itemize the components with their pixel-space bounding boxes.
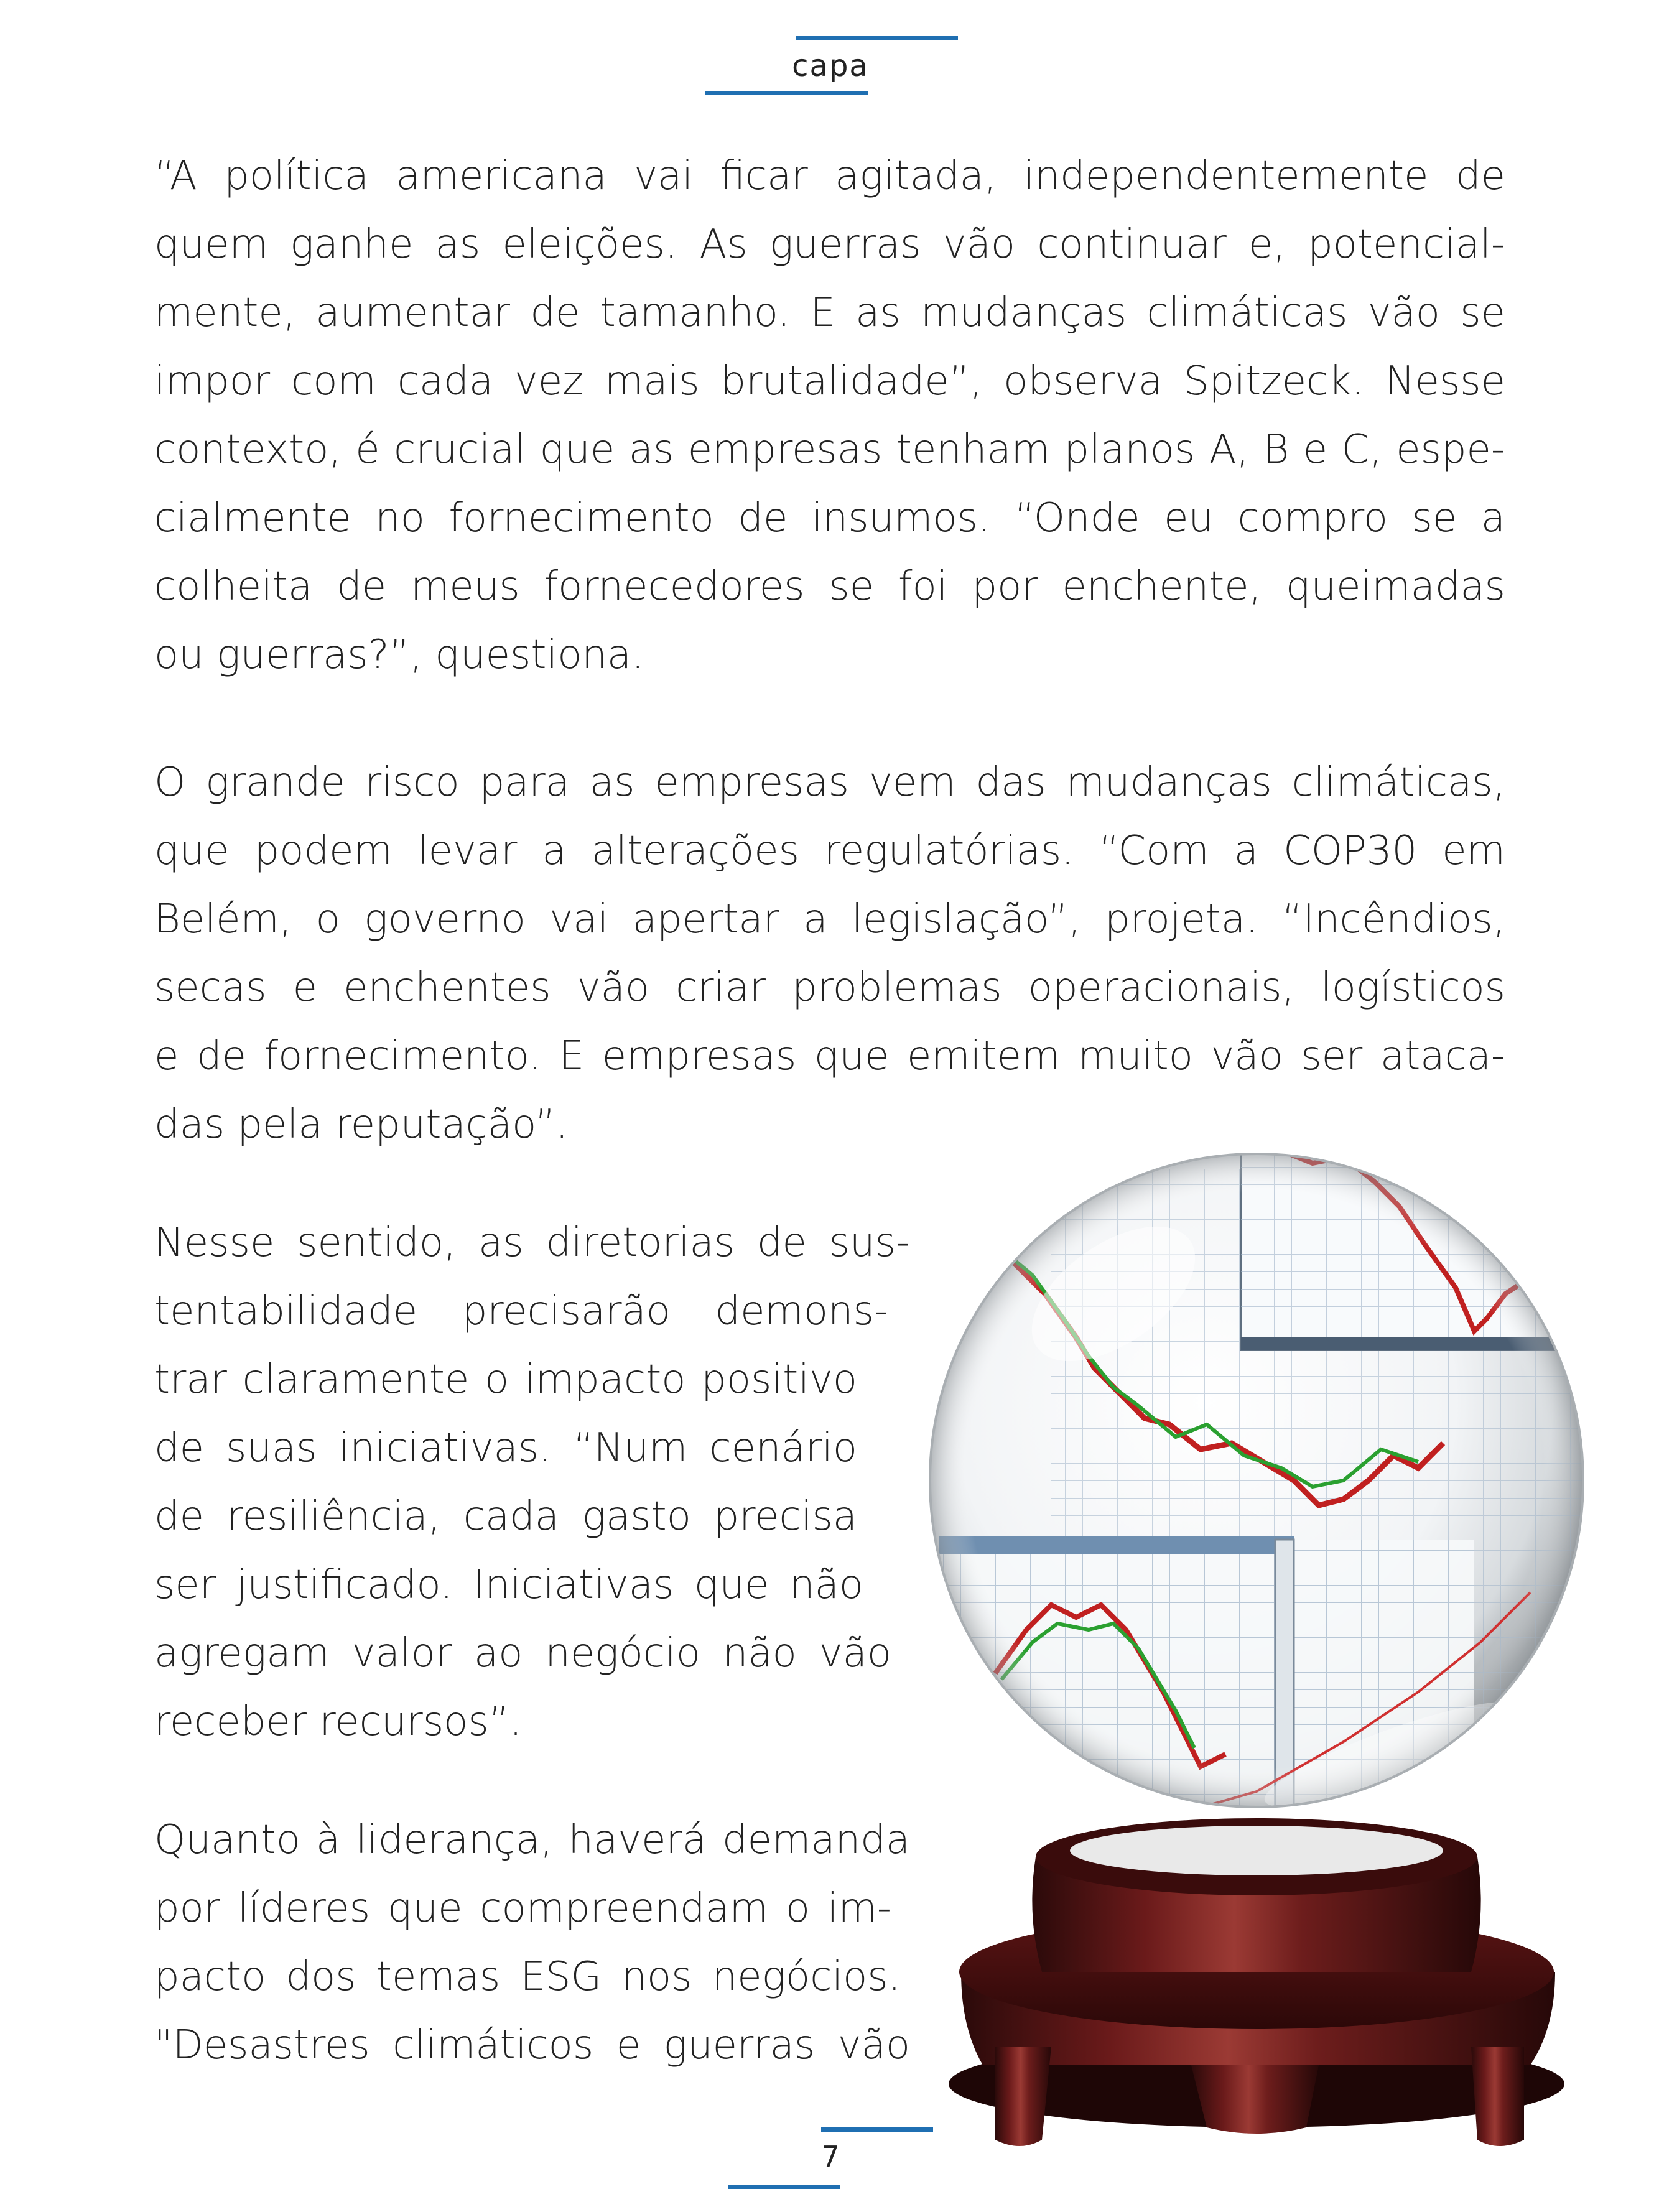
paragraph-2 [154, 748, 1505, 1159]
paragraph-line: mente, aumentar de tamanho. E as mudanças climáticas vão se [154, 290, 1505, 336]
paragraph-line: contexto, é crucial que as empresas tenham planos A, B e C, espe- [154, 427, 1505, 473]
wooden-stand [949, 1818, 1564, 2146]
paragraph-line: Nesse sentido, as diretorias de sus- [154, 1220, 910, 1266]
paragraph-line: ou guerras?”, questiona. [154, 632, 644, 678]
paragraph-line: tentabilidade precisarão demons- [154, 1288, 888, 1334]
paragraph-line: que podem levar a alterações regulatórias. “Com a COP30 em [154, 828, 1505, 874]
paragraph-line: quem ganhe as eleições. As guerras vão continuar e, potencial- [154, 221, 1505, 267]
paragraph-line: colheita de meus fornecedores se foi por enchente, queimadas [154, 564, 1505, 610]
paragraph-line: de suas iniciativas. “Num cenário [154, 1425, 857, 1471]
footer-rule-bottom [728, 2185, 840, 2189]
paragraph-line: por líderes que compreendam o im- [154, 1885, 891, 1931]
paragraph-line: pacto dos temas ESG nos negócios. [154, 1954, 901, 2000]
paragraph-3 [154, 1209, 910, 1756]
header-rule-bottom [705, 91, 868, 95]
paragraph-line: cialmente no fornecimento de insumos. “Onde eu compro se a [154, 495, 1505, 541]
footer-rule-top [821, 2127, 933, 2132]
paragraph-line: e de fornecimento. E empresas que emitem muito vão ser ataca- [154, 1033, 1505, 1079]
paragraph-line: das pela reputação”. [154, 1102, 569, 1148]
header-rule-top [796, 36, 958, 40]
paragraph-line: trar claramente o impacto positivo [154, 1357, 857, 1403]
paragraph-line: Quanto à liderança, haverá demanda [154, 1817, 910, 1863]
paragraph-4 [154, 1806, 910, 2080]
paragraph-line: O grande risco para as empresas vem das mudanças climáticas, [154, 760, 1505, 806]
paragraph-line: agregam valor ao negócio não vão [154, 1630, 891, 1676]
paragraph-line: de resiliência, cada gasto precisa [154, 1494, 857, 1540]
paragraph-line: secas e enchentes vão criar problemas operacionais, logísticos [154, 965, 1505, 1011]
paragraph-1 [154, 142, 1505, 689]
crystal-ball-illustration [908, 1132, 1592, 2159]
paragraph-line: "Desastres climáticos e guerras vão [154, 2022, 910, 2068]
section-label: capa [792, 49, 869, 83]
paragraph-line: “A política americana vai ficar agitada, independentemente de [154, 153, 1505, 199]
paragraph-line: ser justificado. Iniciativas que não [154, 1562, 863, 1608]
paragraph-line: impor com cada vez mais brutalidade”, observa Spitzeck. Nesse [154, 358, 1505, 404]
paragraph-line: receber recursos”. [154, 1699, 523, 1745]
paragraph-line: Belém, o governo vai apertar a legislação”, projeta. “Incêndios, [154, 896, 1505, 942]
page-number: 7 [821, 2140, 840, 2173]
crystal-ball [930, 1132, 1592, 1851]
